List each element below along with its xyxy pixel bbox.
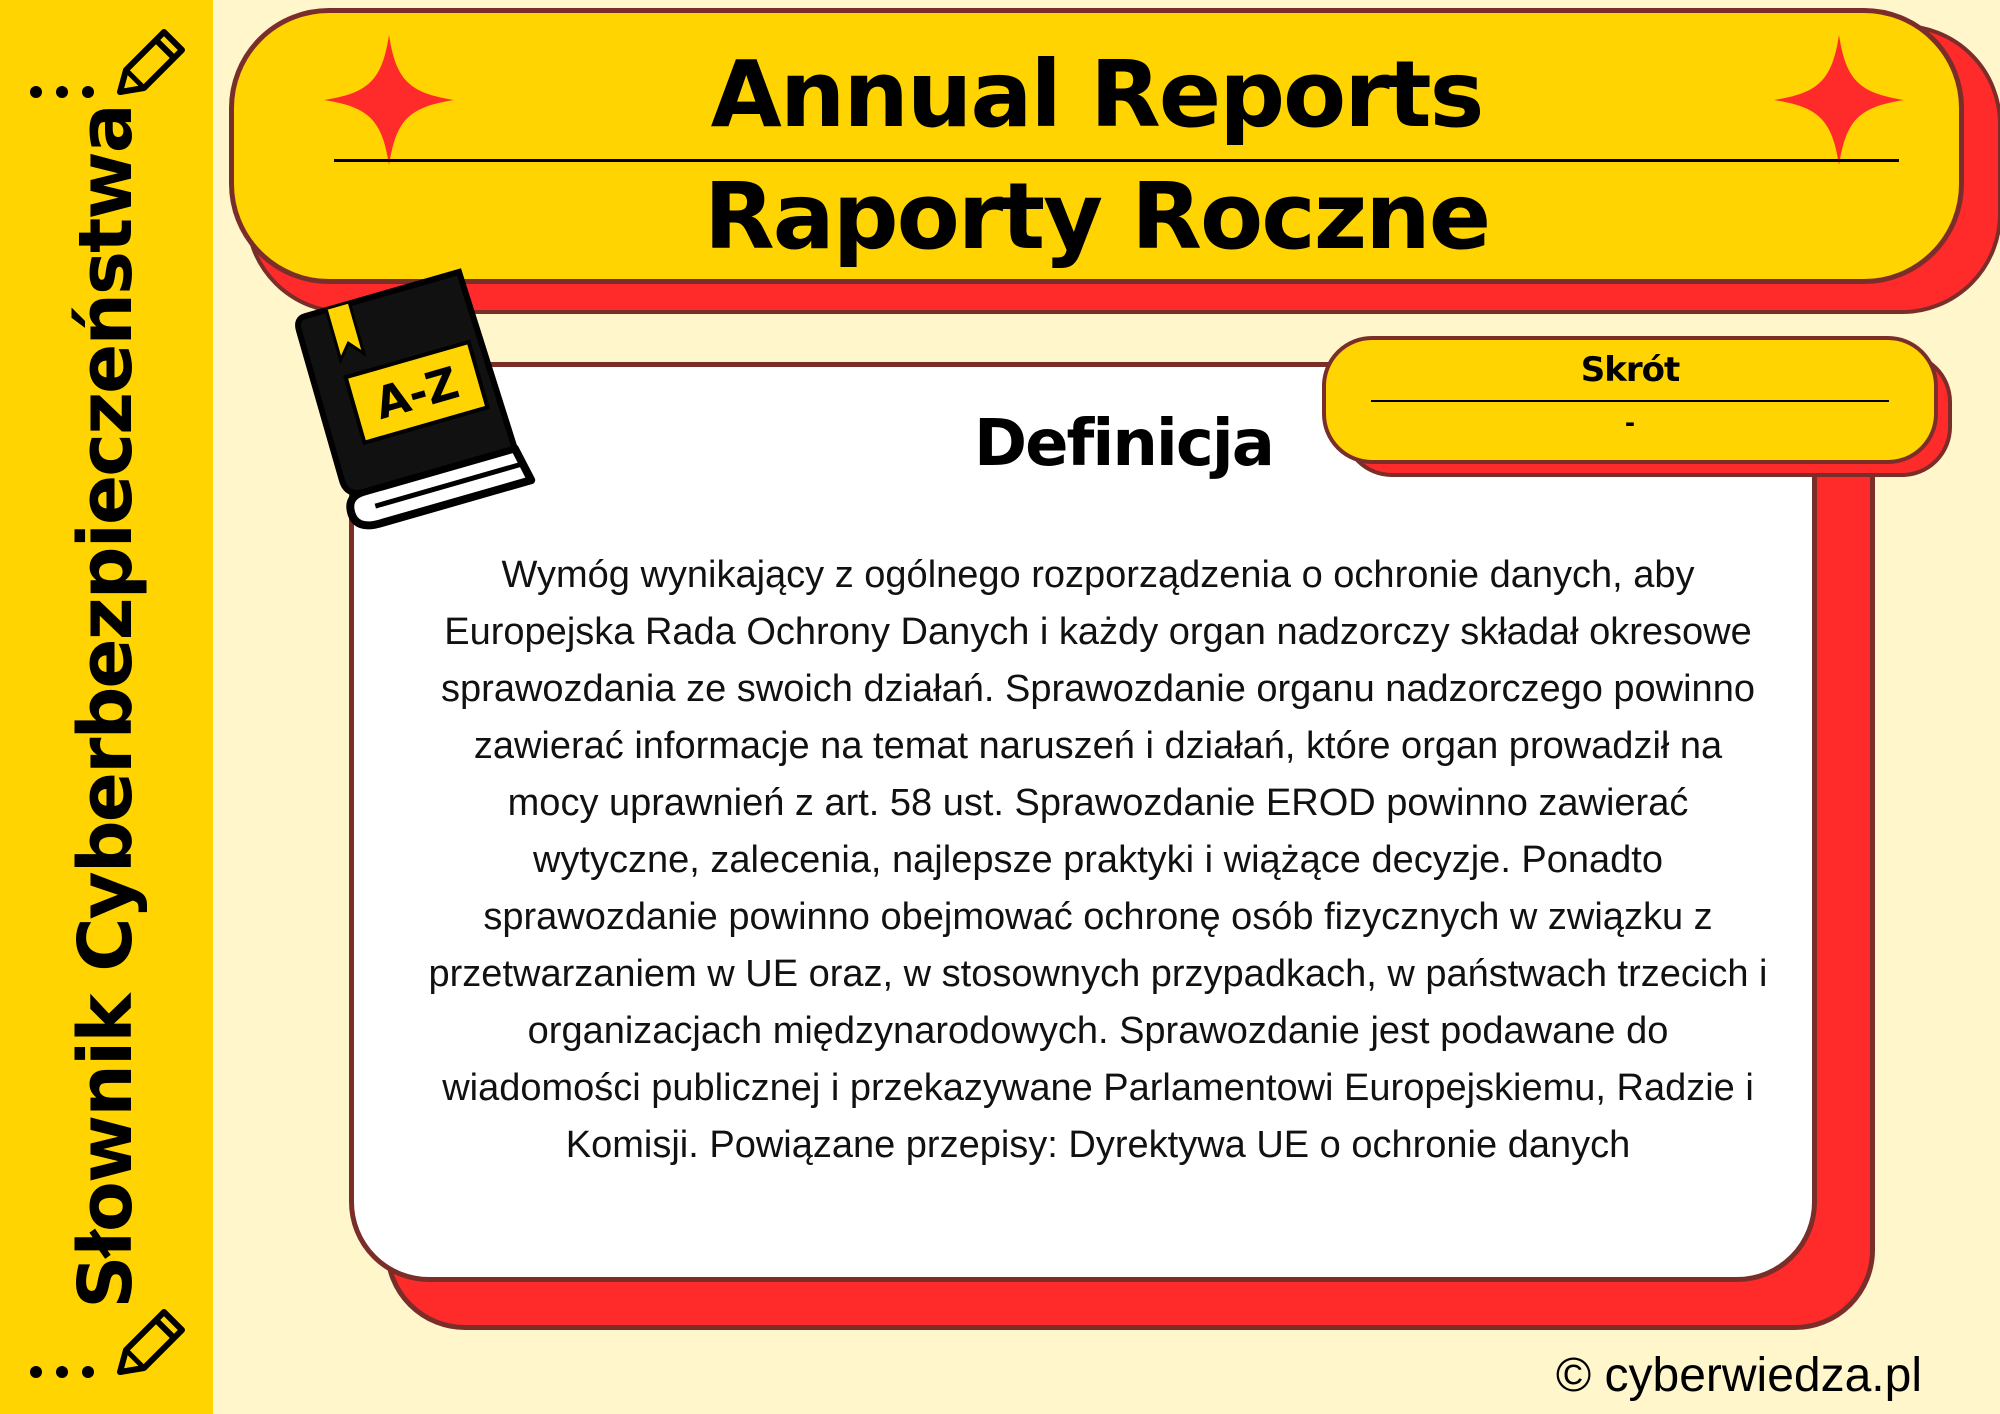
definition-text: Wymóg wynikający z ogólnego rozporządzenia o ochronie danych, aby Europejska Rada Ochrony Danych i każdy organ nadzorczy składał okresowe sprawozdania ze swoich działań. Sprawozdanie organu nadzorczego powinno zawierać informacje na temat naruszeń i działań, które organ prowadził na mocy uprawnień z art. 58 ust. Sprawozdanie EROD powinno zawierać wytyczne, zalecenia, najlepsze praktyki i wiążące decyzje. Ponadto sprawozdanie powinno obejmować ochronę osób fizycznych w związku z przetwarzaniem w UE oraz, w stosownych przypadkach, w państwach trzecich i organizacjach międzynarodowych. Sprawozdanie jest podawane do wiadomości publicznej i przekazywane Parlamentowi Europejskiemu, Radzie i Komisji. Powiązane przepisy: Dyrektywa UE o ochronie danych [428,554,1768,1166]
title-english: Annual Reports [710,41,1483,148]
definition-card [349,362,1817,1282]
pencil-ellipsis-decoration [22,1300,192,1390]
header-banner [229,8,1964,284]
ellipsis-icon [30,1366,94,1378]
pencil-icon [120,1312,182,1372]
pencil-icon [120,32,182,92]
dictionary-book-icon [295,268,545,548]
copyright-footer: © cyberwiedza.pl [1555,1349,1922,1402]
ellipsis-icon [30,86,94,98]
abbreviation-box [1322,336,1938,464]
header-divider [334,159,1899,162]
sidebar-title: Słownik Cyberbezpieczeństwa [63,105,149,1309]
abbreviation-value: - [1625,406,1635,439]
abbreviation-divider [1371,400,1889,402]
pencil-ellipsis-decoration [22,20,192,110]
book-label: A-Z [369,357,465,430]
definition-heading: Definicja [974,407,1273,481]
abbreviation-label: Skrót [1580,350,1680,390]
title-polish: Raporty Roczne [703,163,1490,270]
sidebar [0,0,213,1414]
